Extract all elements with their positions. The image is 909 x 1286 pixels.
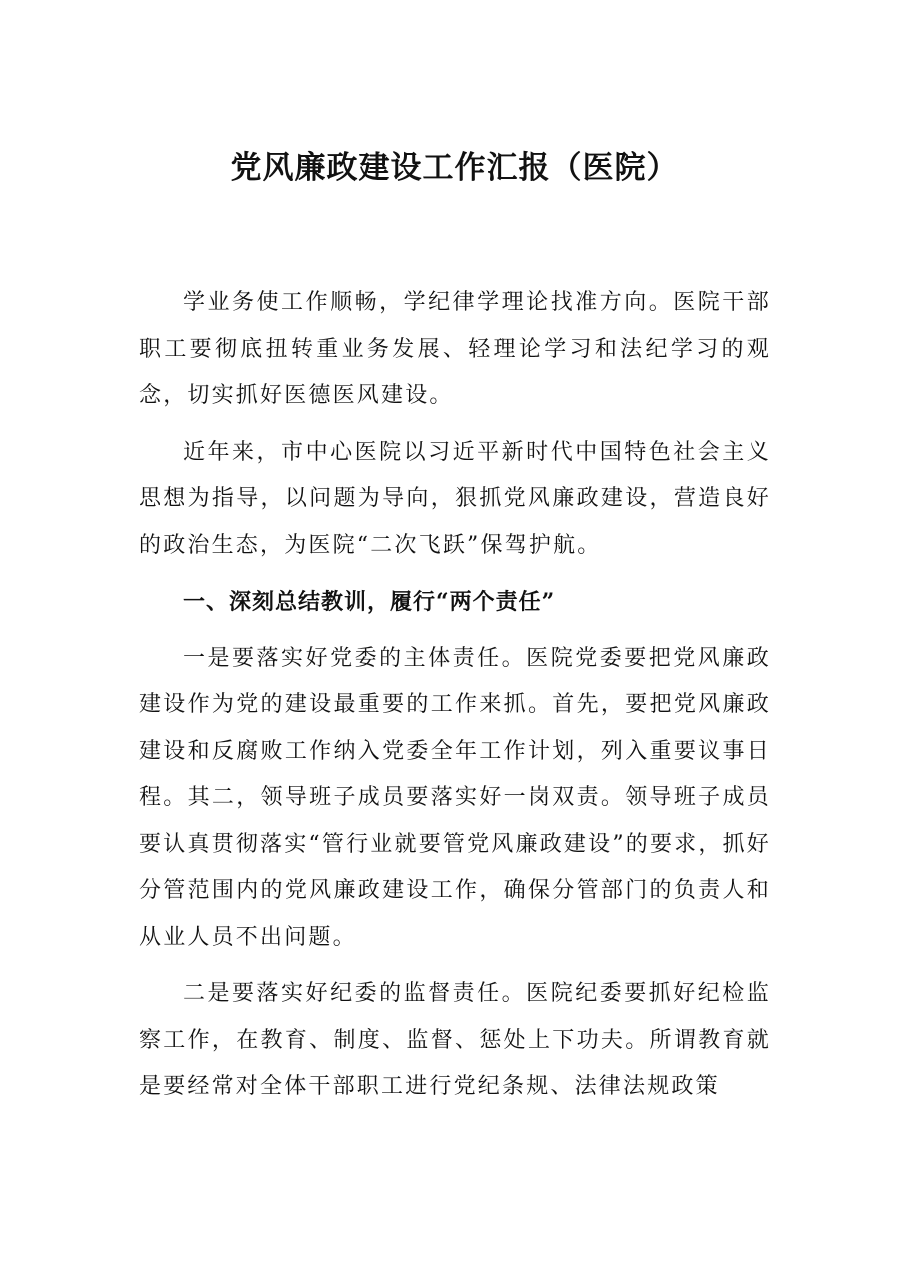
intro-paragraph-2: 近年来，市中心医院以习近平新时代中国特色社会主义思想为指导，以问题为导向，狠抓党风廉政建设，营造良好的政治生态，为医院“二次飞跃”保驾护航。	[139, 439, 771, 558]
document-title: 党风廉政建设工作汇报（医院）	[230, 150, 679, 186]
document-body	[139, 280, 771, 1121]
section-paragraph-1: 一是要落实好党委的主体责任。医院党委要把党风廉政建设作为党的建设最重要的工作来抓。首先，要把党风廉政建设和反腐败工作纳入党委全年工作计划，列入重要议事日程。其二，领导班子成员要落实好一岗双责。领导班子成员要认真贯彻落实“管行业就要管党风廉政建设”的要求，抓好分管范围内的党风廉政建设工作，确保分管部门的负责人和从业人员不出问题。	[139, 645, 771, 950]
section-paragraph-2: 二是要落实好纪委的监督责任。医院纪委要抓好纪检监察工作，在教育、制度、监督、惩处上下功夫。所谓教育就是要经常对全体干部职工进行党纪条规、法律法规政策	[139, 981, 771, 1099]
section-heading: 一、深刻总结教训，履行“两个责任”	[183, 589, 556, 615]
intro-paragraph-1: 学业务使工作顺畅，学纪律学理论找准方向。医院干部职工要彻底扭转重业务发展、轻理论学习和法纪学习的观念，切实抓好医德医风建设。	[139, 290, 771, 408]
